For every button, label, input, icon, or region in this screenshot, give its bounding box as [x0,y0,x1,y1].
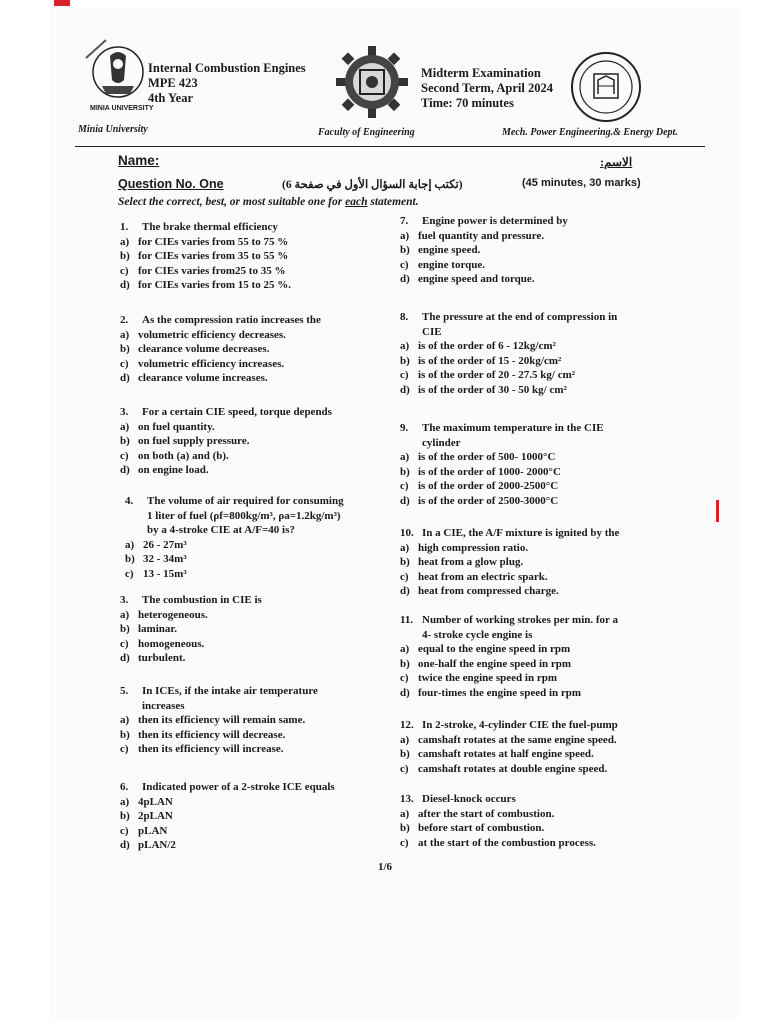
exam-term: Second Term, April 2024 [421,81,553,95]
question-8: 8. The pressure at the end of compression in CIE a) is of the order of 6 - 12kg/cm² b) is of the order of 15 - 20kg/cm² c) is of the order of 20 - 27.5 kg/ cm² d) is of the order of 30 - 50 kg/ cm² [400,311,618,396]
university-name: Minia University [78,124,148,135]
question-5: 5. In ICEs, if the intake air temperature increases a) then its efficiency will remain same. b) then its efficiency will decrease. c) then its efficiency will increase. [120,685,318,756]
red-edge-mark [716,500,719,522]
department-seal [568,50,644,124]
question-4: 4. The volume of air required for consuming 1 liter of fuel (ρf=800kg/m³, ρa=1.2kg/m³) by a 4-stroke CIE at A/F=40 is? a) 26 - 27m³ b) 32 - 34m³ c) 13 - 15m³ [125,495,344,580]
exam-time: Time: 70 minutes [421,96,514,110]
name-label: Name: [118,153,160,168]
course-year: 4th Year [148,91,194,105]
question-12: 12. In 2-stroke, 4-cylinder CIE the fuel-pump a) camshaft rotates at the same engine speed. b) camshaft rotates at half engine speed. c) camshaft rotates at double engine speed. [400,719,618,775]
question-7: 7. Engine power is determined by a) fuel quantity and pressure. b) engine speed. c) engine torque. d) engine speed and torque. [400,215,568,286]
name-label-arabic: الاسم: [600,155,633,169]
exam-title: Midterm Examination [421,66,541,80]
question-3b: 3. The combustion in CIE is a) heterogeneous. b) laminar. c) homogeneous. d) turbulent. [120,594,262,665]
course-code: MPE 423 [148,76,198,90]
department-name: Mech. Power Engineering.& Energy Dept. [502,127,678,138]
question-10: 10. In a CIE, the A/F mixture is ignited by the a) high compression ratio. b) heat from a glow plug. c) heat from an electric spark. d) heat from compressed charge. [400,527,620,598]
question-3: 3. For a certain CIE speed, torque depends a) on fuel quantity. b) on fuel supply pressure. c) on both (a) and (b). d) on engine load. [120,406,332,477]
faculty-gear-logo [332,44,412,120]
question-9: 9. The maximum temperature in the CIE cylinder a) is of the order of 500- 1000°C b) is of the order of 1000- 2000°C c) is of the order of 2000-2500°C d) is of the order of 2500-3000°C [400,422,604,507]
red-corner-mark [54,0,70,6]
question-13: 13. Diesel-knock occurs a) after the start of combustion. b) before start of combustion. c) at the start of the combustion process. [400,793,596,849]
question-1: 1. The brake thermal efficiency a) for CIEs varies from 55 to 75 % b) for CIEs varies from 35 to 55 % c) for CIEs varies from25 to 35 % d) for CIEs varies from 15 to 25 %. [120,221,291,292]
course-title: Internal Combustion Engines [148,61,306,75]
question-11: 11. Number of working strokes per min. for a 4- stroke cycle engine is a) equal to the engine speed in rpm b) one-half the engine speed in rpm c) twice the engine speed in rpm d) four-times the engine speed in rpm [400,614,618,699]
question-instruction-arabic: (تكتب إجابة السؤال الأول في صفحة 6) [282,179,463,191]
question-title: Question No. One [118,177,224,191]
header-divider [75,146,705,147]
instruction: Select the correct, best, or most suitable one for each statement. [118,196,419,208]
question-6: 6. Indicated power of a 2-stroke ICE equals a) 4pLAN b) 2pLAN c) pLAN d) pLAN/2 [120,781,335,852]
faculty-name: Faculty of Engineering [318,127,415,138]
question-2: 2. As the compression ratio increases the a) volumetric efficiency decreases. b) clearance volume decreases. c) volumetric efficiency increases. d) clearance volume increases. [120,314,321,385]
instruction-emphasis: each [345,196,368,208]
course-info [148,61,306,106]
question-marks: (45 minutes, 30 marks) [522,177,641,189]
page-number: 1/6 [378,861,393,873]
exam-info [421,66,553,111]
logo-caption: MINIA UNIVERSITY [90,105,154,112]
